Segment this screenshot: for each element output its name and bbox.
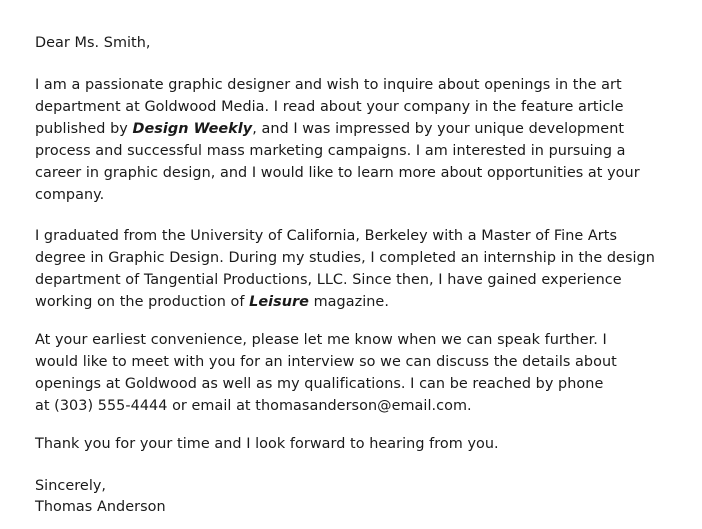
paragraph-line xyxy=(35,118,675,140)
closing-block xyxy=(35,475,675,517)
text-run: magazine. xyxy=(308,294,389,310)
publication-title: Design Weekly xyxy=(132,121,253,137)
paragraph-line: process and successful mass marketing campaigns. I am interested in pursuing a xyxy=(35,143,626,159)
paragraph-line: degree in Graphic Design. During my studies, I completed an internship in the design xyxy=(35,250,655,266)
paragraph-line: I am a passionate graphic designer and wish to inquire about openings in the art xyxy=(35,77,622,93)
salutation xyxy=(35,32,675,54)
cover-letter xyxy=(35,0,675,517)
magazine-title: Leisure xyxy=(249,294,309,310)
paragraph-line: company. xyxy=(35,187,105,203)
text-run: published by xyxy=(35,121,133,137)
salutation-text: Dear Ms. Smith, xyxy=(35,35,151,51)
paragraph-line xyxy=(35,291,675,313)
paragraph-line: department of Tangential Productions, LLC. Since then, I have gained experience xyxy=(35,272,622,288)
paragraph-line: Thank you for your time and I look forward to hearing from you. xyxy=(35,436,499,452)
closing-text: Sincerely, xyxy=(35,478,107,494)
paragraph-line: department at Goldwood Media. I read about your company in the feature article xyxy=(35,99,624,115)
paragraph-line: At your earliest convenience, please let me know when we can speak further. I xyxy=(35,332,607,348)
paragraph-line: career in graphic design, and I would like to learn more about opportunities at your xyxy=(35,165,640,181)
paragraph-line: would like to meet with you for an interview so we can discuss the details about xyxy=(35,354,617,370)
paragraph-thanks xyxy=(35,433,675,455)
text-run: , and I was impressed by your unique development xyxy=(252,121,625,137)
paragraph-line: I graduated from the University of California, Berkeley with a Master of Fine Arts xyxy=(35,228,618,244)
paragraph-education xyxy=(35,225,675,313)
paragraph-line: at (303) 555-4444 or email at thomasanderson@email.com. xyxy=(35,398,472,414)
signature-name: Thomas Anderson xyxy=(35,499,166,515)
paragraph-line: openings at Goldwood as well as my qualifications. I can be reached by phone xyxy=(35,376,604,392)
paragraph-intro xyxy=(35,74,675,206)
text-run: working on the production of xyxy=(35,294,250,310)
paragraph-contact xyxy=(35,329,675,417)
